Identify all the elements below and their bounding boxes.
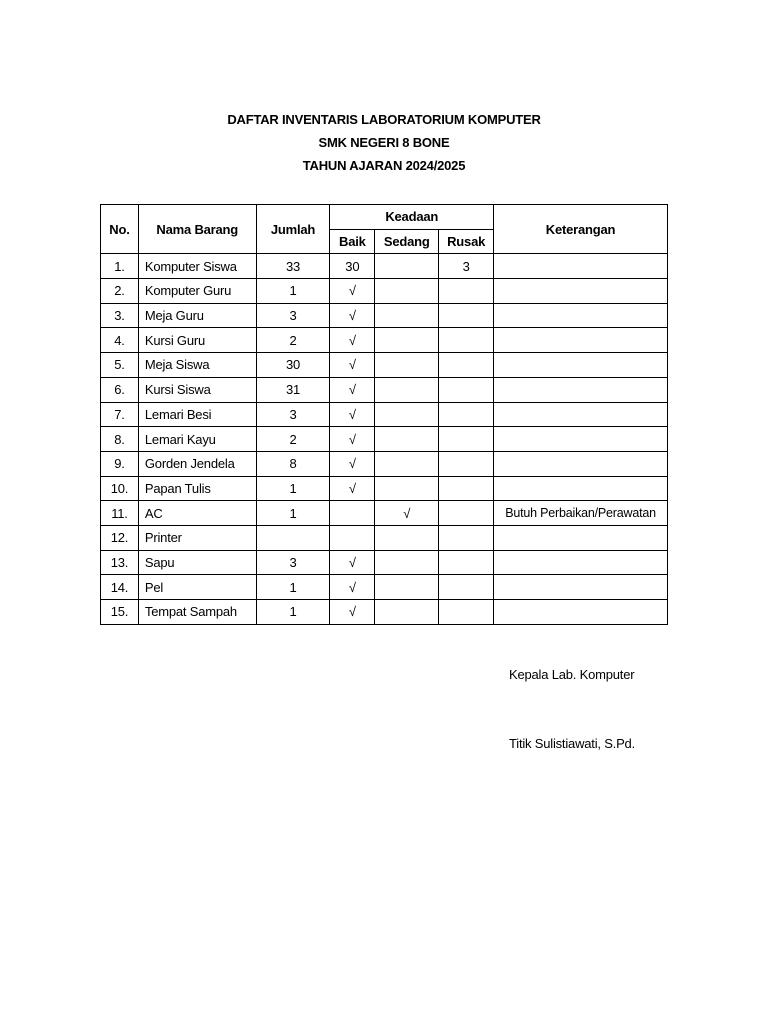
cell-keterangan: [494, 600, 668, 625]
cell-nama-barang: Tempat Sampah: [138, 600, 256, 625]
cell-no: 4.: [101, 328, 139, 353]
cell-nama-barang: Papan Tulis: [138, 476, 256, 501]
cell-jumlah: 31: [256, 377, 330, 402]
cell-nama-barang: Komputer Siswa: [138, 254, 256, 279]
header-baik: Baik: [330, 229, 375, 254]
cell-rusak: [439, 575, 494, 600]
cell-baik: √: [330, 476, 375, 501]
cell-rusak: [439, 476, 494, 501]
cell-keterangan: [494, 575, 668, 600]
cell-rusak: [439, 451, 494, 476]
cell-no: 12.: [101, 525, 139, 550]
cell-jumlah: 3: [256, 303, 330, 328]
signature-name: Titik Sulistiawati, S.Pd.: [509, 736, 636, 751]
cell-keterangan: [494, 377, 668, 402]
table-row: [101, 377, 668, 402]
cell-sedang: [375, 600, 439, 625]
cell-no: 8.: [101, 427, 139, 452]
header-no: No.: [101, 205, 139, 254]
table-row: [101, 600, 668, 625]
cell-keterangan: [494, 303, 668, 328]
cell-keterangan: [494, 279, 668, 304]
cell-baik: √: [330, 402, 375, 427]
cell-sedang: [375, 377, 439, 402]
table-row: [101, 279, 668, 304]
cell-baik: √: [330, 550, 375, 575]
cell-nama-barang: AC: [138, 501, 256, 526]
cell-baik: √: [330, 600, 375, 625]
cell-jumlah: 2: [256, 427, 330, 452]
cell-no: 5.: [101, 353, 139, 378]
cell-jumlah: 3: [256, 550, 330, 575]
cell-rusak: [439, 501, 494, 526]
cell-baik: √: [330, 377, 375, 402]
cell-baik: √: [330, 303, 375, 328]
table-row: [101, 501, 668, 526]
cell-baik: [330, 501, 375, 526]
cell-keterangan: Butuh Perbaikan/Perawatan: [494, 501, 668, 526]
cell-no: 13.: [101, 550, 139, 575]
cell-rusak: [439, 600, 494, 625]
cell-baik: √: [330, 451, 375, 476]
cell-no: 6.: [101, 377, 139, 402]
cell-no: 1.: [101, 254, 139, 279]
cell-rusak: [439, 427, 494, 452]
cell-jumlah: 3: [256, 402, 330, 427]
table-row: [101, 550, 668, 575]
cell-baik: 30: [330, 254, 375, 279]
cell-keterangan: [494, 476, 668, 501]
table-row: [101, 254, 668, 279]
cell-jumlah: 1: [256, 501, 330, 526]
cell-baik: √: [330, 279, 375, 304]
title-line-2: SMK NEGERI 8 BONE: [318, 135, 450, 150]
table-header-row: [101, 205, 668, 230]
cell-nama-barang: Printer: [138, 525, 256, 550]
cell-keterangan: [494, 451, 668, 476]
table-row: [101, 451, 668, 476]
cell-nama-barang: Gorden Jendela: [138, 451, 256, 476]
cell-sedang: [375, 427, 439, 452]
cell-sedang: [375, 303, 439, 328]
cell-nama-barang: Kursi Guru: [138, 328, 256, 353]
table-row: [101, 402, 668, 427]
cell-nama-barang: Sapu: [138, 550, 256, 575]
header-sedang: Sedang: [375, 229, 439, 254]
cell-keterangan: [494, 427, 668, 452]
cell-rusak: [439, 279, 494, 304]
cell-baik: √: [330, 575, 375, 600]
cell-jumlah: 1: [256, 279, 330, 304]
cell-sedang: [375, 451, 439, 476]
cell-nama-barang: Lemari Kayu: [138, 427, 256, 452]
cell-jumlah: 33: [256, 254, 330, 279]
header-nama-barang: Nama Barang: [138, 205, 256, 254]
cell-rusak: [439, 303, 494, 328]
cell-jumlah: 2: [256, 328, 330, 353]
table-row: [101, 328, 668, 353]
title-line-1: DAFTAR INVENTARIS LABORATORIUM KOMPUTER: [227, 112, 541, 127]
cell-baik: [330, 525, 375, 550]
cell-nama-barang: Komputer Guru: [138, 279, 256, 304]
cell-nama-barang: Lemari Besi: [138, 402, 256, 427]
cell-baik: √: [330, 427, 375, 452]
signature-role: Kepala Lab. Komputer: [509, 667, 635, 682]
inventory-table: [100, 204, 668, 625]
table-row: [101, 427, 668, 452]
header-keterangan: Keterangan: [494, 205, 668, 254]
cell-nama-barang: Pel: [138, 575, 256, 600]
table-row: [101, 303, 668, 328]
header-rusak: Rusak: [439, 229, 494, 254]
cell-rusak: [439, 328, 494, 353]
cell-keterangan: [494, 328, 668, 353]
cell-sedang: [375, 525, 439, 550]
cell-rusak: 3: [439, 254, 494, 279]
cell-no: 11.: [101, 501, 139, 526]
cell-no: 14.: [101, 575, 139, 600]
table-body: [101, 254, 668, 624]
cell-nama-barang: Meja Guru: [138, 303, 256, 328]
cell-jumlah: 1: [256, 476, 330, 501]
cell-no: 10.: [101, 476, 139, 501]
cell-rusak: [439, 353, 494, 378]
cell-nama-barang: Kursi Siswa: [138, 377, 256, 402]
cell-sedang: [375, 550, 439, 575]
cell-jumlah: 8: [256, 451, 330, 476]
cell-sedang: [375, 353, 439, 378]
cell-keterangan: [494, 550, 668, 575]
cell-rusak: [439, 525, 494, 550]
cell-no: 15.: [101, 600, 139, 625]
cell-baik: √: [330, 353, 375, 378]
cell-keterangan: [494, 254, 668, 279]
cell-sedang: [375, 254, 439, 279]
cell-jumlah: 1: [256, 575, 330, 600]
header-keadaan: Keadaan: [330, 205, 494, 230]
cell-no: 3.: [101, 303, 139, 328]
table-row: [101, 575, 668, 600]
cell-rusak: [439, 550, 494, 575]
cell-no: 9.: [101, 451, 139, 476]
cell-sedang: [375, 328, 439, 353]
title-line-3: TAHUN AJARAN 2024/2025: [302, 158, 466, 173]
cell-sedang: [375, 402, 439, 427]
document-title-block: [0, 108, 768, 177]
cell-rusak: [439, 402, 494, 427]
cell-rusak: [439, 377, 494, 402]
table-row: [101, 353, 668, 378]
cell-sedang: [375, 575, 439, 600]
cell-keterangan: [494, 402, 668, 427]
table-row: [101, 525, 668, 550]
cell-jumlah: 1: [256, 600, 330, 625]
cell-sedang: √: [375, 501, 439, 526]
cell-jumlah: [256, 525, 330, 550]
cell-no: 7.: [101, 402, 139, 427]
cell-no: 2.: [101, 279, 139, 304]
cell-sedang: [375, 279, 439, 304]
table-row: [101, 476, 668, 501]
cell-keterangan: [494, 525, 668, 550]
cell-sedang: [375, 476, 439, 501]
cell-keterangan: [494, 353, 668, 378]
header-jumlah: Jumlah: [256, 205, 330, 254]
cell-baik: √: [330, 328, 375, 353]
cell-jumlah: 30: [256, 353, 330, 378]
cell-nama-barang: Meja Siswa: [138, 353, 256, 378]
